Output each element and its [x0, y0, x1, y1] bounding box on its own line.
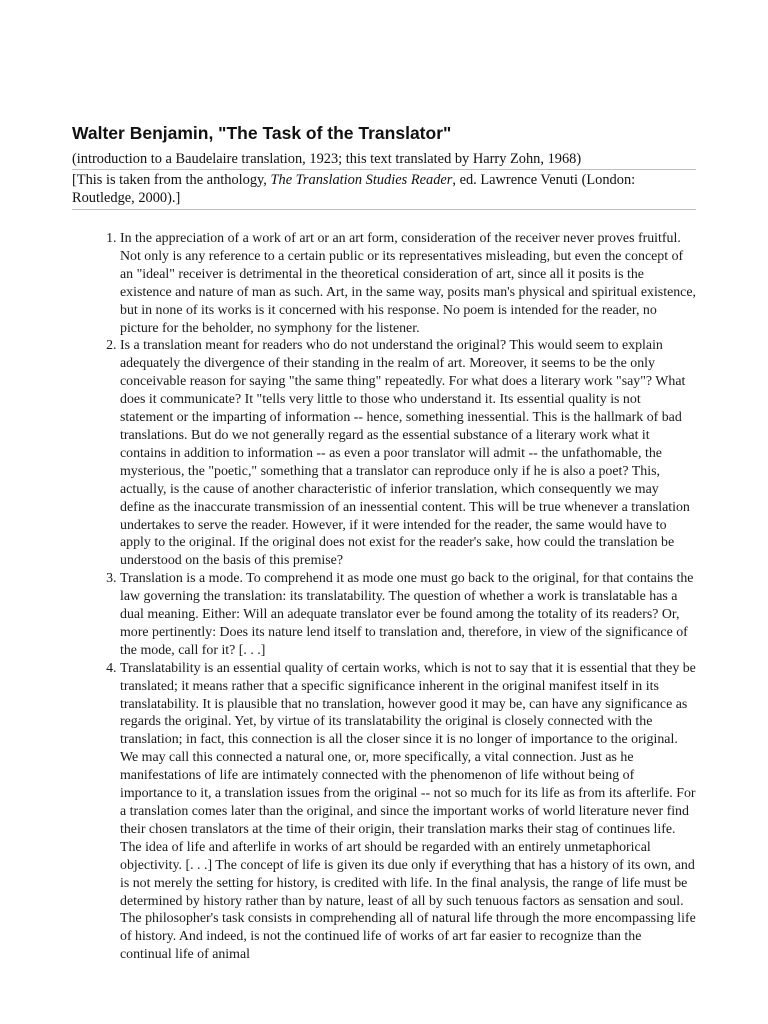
- numbered-paragraph-list: [72, 230, 696, 964]
- paragraph-item: 3. Translation is a mode. To comprehend it as mode one must go back to the original, for that contains the law governing the translation: its translatability. The question of whether a work is translatable has a dual meaning. Either: Will an adequate translator ever be found among the totality of its readers? Or, more pertinently: Does its nature lend itself to translation and, therefore, in view of the significance of the mode, call for it? [. . .]: [120, 570, 696, 660]
- paragraph-item: 4. Translatability is an essential quality of certain works, which is not to say that it is essential that they be translated; it means rather that a specific significance inherent in the original manifest itself in its translatability. It is plausible that no translation, however good it may be, can have any significance as regards the original. Yet, by virtue of its translatability the original is closely connected with the translation; in fact, this connection is all the closer since it is no longer of importance to the original. We may call this connected a natural one, or, more specifically, a vital connection. Just as he manifestations of life are intimately connected with the phenomenon of life without being of importance to it, a translation issues from the original -- not so much for its life as from its afterlife. For a translation comes later than the original, and since the important works of world literature never find their chosen translators at the time of their origin, their translation marks their stag of continues life. The idea of life and afterlife in works of art should be regarded with an entirely unmetaphorical objectivity. [. . .] The concept of life is given its due only if everything that has a history of its own, and is not merely the setting for history, is credited with life. In the final analysis, the range of life must be determined by history rather than by nature, least of all by such tenuous factors as sensation and soul. The philosopher's task consists in comprehending all of natural life through the more encompassing life of history. And indeed, is not the continued life of works of art far easier to recognize than the continual life of animal: [120, 660, 696, 964]
- document-title: Walter Benjamin, "The Task of the Translator": [72, 123, 452, 143]
- source-note-prefix: [This is taken from the anthology,: [72, 172, 271, 188]
- paragraph-item: 2. Is a translation meant for readers who do not understand the original? This would seem to explain adequately the divergence of their standing in the realm of art. Moreover, it seems to be the only conceivable reason for saying "the same thing" repeatedly. For what does a literary work "say"? What does it communicate? It "tells very little to those who understand it. Its essential quality is not statement or the imparting of information -- hence, something inessential. This is the hallmark of bad translations. But do we not generally regard as the essential substance of a literary work what it contains in addition to information -- as even a poor translator will admit -- the unfathomable, the mysterious, the "poetic," something that a translator can reproduce only if he is also a poet? This, actually, is the cause of another characteristic of inferior translation, which consequently we may define as the inaccurate transmission of an inessential content. This will be true whenever a translation undertakes to serve the reader. However, if it were intended for the reader, the same would have to apply to the original. If the original does not exist for the reader's sake, how could the translation be understood on the basis of this premise?: [120, 337, 696, 570]
- document-page: [72, 122, 696, 964]
- source-book-title: The Translation Studies Reader: [270, 172, 453, 188]
- source-note: [72, 170, 696, 210]
- paragraph-item: 1. In the appreciation of a work of art or an art form, consideration of the receiver never proves fruitful. Not only is any reference to a certain public or its representatives misleading, but even the concept of an "ideal" receiver is detrimental in the theoretical consideration of art, since all it posits is the existence and nature of man as such. Art, in the same way, posits man's physical and spiritual existence, but in none of its works is it concerned with his response. No poem is intended for the reader, no picture for the beholder, no symphony for the listener.: [120, 230, 696, 337]
- document-subtitle: (introduction to a Baudelaire translation, 1923; this text translated by Harry Zohn, 1968): [72, 150, 696, 170]
- source-note-suffix: , ed. Lawrence Venuti (London: Routledge, 2000).]: [72, 172, 636, 206]
